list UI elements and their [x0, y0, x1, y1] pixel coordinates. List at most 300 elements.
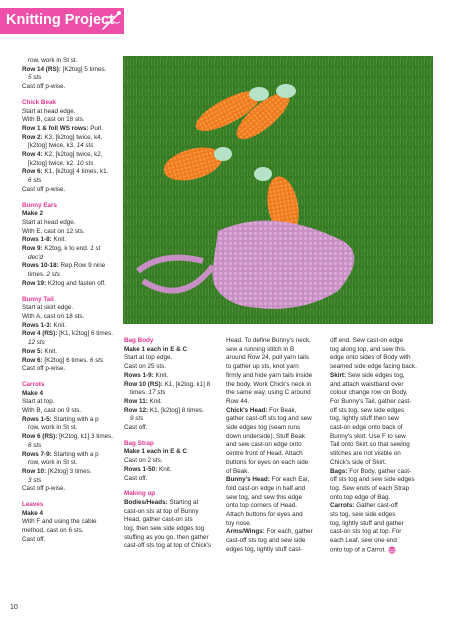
instruction-line — [22, 339, 122, 348]
instruction-text: stitches are not visible on — [330, 450, 401, 458]
instruction-text: Row 10 (RS): — [124, 380, 165, 388]
instruction-text: Bag Strap — [124, 439, 154, 447]
instruction-line — [22, 348, 122, 357]
instruction-detail: Knit. — [155, 371, 169, 379]
instruction-text: Rows 1-50: — [124, 465, 159, 473]
instruction-line — [226, 485, 324, 494]
instruction-text: Row 2: — [22, 133, 45, 141]
instruction-detail: Rep Row 9 nine — [60, 262, 106, 270]
page-number: 10 — [10, 604, 18, 611]
instruction-line — [22, 451, 122, 460]
instruction-line — [330, 520, 434, 529]
instruction-text: Start at top edge. — [124, 354, 173, 362]
instruction-text: tog, lightly stuff and gather — [330, 519, 404, 527]
instruction-line — [22, 116, 122, 125]
instruction-line — [226, 528, 324, 537]
instruction-text: Cast on 2 sts. — [124, 457, 163, 465]
instruction-line — [124, 448, 220, 457]
instruction-section — [226, 337, 324, 555]
instruction-line — [124, 542, 220, 551]
instruction-text: off sts tog and sew side edges — [330, 476, 415, 484]
instruction-detail: [K2tog, k1] 3 times. — [59, 433, 113, 441]
instruction-line — [124, 407, 220, 416]
instruction-text: Attach buttons for eyes and — [226, 511, 303, 519]
instruction-text: row, work in St st. — [28, 459, 78, 467]
instruction-line — [22, 313, 122, 322]
instruction-text: the same way, using C around — [226, 389, 311, 397]
instruction-text: With B, cast on 9 sts. — [22, 407, 82, 415]
instruction-line — [22, 416, 122, 425]
instruction-text: 6 sts — [28, 177, 42, 185]
instruction-text: Row 9: — [22, 245, 45, 253]
instruction-line — [22, 407, 122, 416]
instruction-text: stuffing as you go, then gather — [124, 533, 209, 541]
instruction-text: Bunny's skirt. Use F to sew — [330, 432, 406, 440]
instruction-line — [226, 537, 324, 546]
instruction-line — [226, 476, 324, 485]
instruction-line — [330, 468, 434, 477]
instruction-text: sew tog, and sew this edge — [226, 493, 302, 501]
instruction-text: toy nose. — [226, 519, 252, 527]
instruction-text: With B, cast on 18 sts. — [22, 116, 85, 124]
instruction-text: Row 19: — [22, 279, 48, 287]
instruction-line — [330, 511, 434, 520]
instruction-text: Cast off. — [124, 474, 148, 482]
instruction-text: the body. Work Chick's neck in — [226, 380, 312, 388]
instruction-text: 12 sts — [28, 339, 45, 347]
instruction-line — [330, 363, 434, 372]
stitch-count: 14 sts — [76, 142, 94, 150]
instruction-detail: K1, [k2tog, k1] 8 — [164, 380, 211, 388]
instruction-text: 5 sts — [28, 74, 42, 82]
instruction-text: Carrots — [22, 380, 45, 388]
instruction-line — [124, 346, 220, 355]
instruction-text: Bunny's Head: — [226, 476, 272, 484]
instruction-section — [124, 337, 220, 433]
instruction-text: gather cast-off sts tog and sew — [226, 415, 312, 423]
instruction-text: times. — [130, 389, 149, 397]
yarn-ball-icon — [388, 546, 396, 554]
instruction-text: Row 10: — [22, 467, 48, 475]
instruction-line — [226, 354, 324, 363]
instruction-text: fold cast-on edge in half and — [226, 484, 306, 492]
instruction-line — [22, 459, 122, 468]
instruction-text: to gather up sts, knot yarn — [226, 363, 299, 371]
page-header-title: Knitting Project — [6, 12, 114, 28]
instruction-text: 9 sts — [130, 415, 144, 423]
instruction-detail: Starting at — [169, 498, 199, 506]
instruction-section — [22, 381, 122, 494]
instruction-text: cast-off sts tog at top of Chick's — [124, 542, 212, 550]
instruction-line — [226, 389, 324, 398]
instruction-line — [330, 389, 434, 398]
instruction-text: Rows 1-3: — [22, 321, 54, 329]
instruction-line — [330, 502, 434, 511]
instruction-section — [22, 501, 122, 545]
instruction-text: Cast off. — [22, 535, 46, 543]
instruction-line — [124, 363, 220, 372]
stitch-count: 6 sts — [89, 356, 104, 364]
instruction-line — [22, 202, 122, 211]
instruction-line — [22, 527, 122, 536]
instruction-text: Rows 10-18: — [22, 262, 61, 270]
instruction-line — [226, 450, 324, 459]
instruction-line — [22, 296, 122, 305]
instruction-text: Start at skirt edge. — [22, 304, 74, 312]
instruction-line — [226, 363, 324, 372]
instruction-line — [226, 415, 324, 424]
instruction-text: down underside). Stuff Beak — [226, 432, 305, 440]
instruction-line — [22, 254, 122, 263]
instruction-text: Row 5: — [22, 347, 45, 355]
instruction-detail: K1, [k2tog] 8 times. — [149, 406, 204, 414]
instruction-text: Rows 1-5: — [22, 415, 54, 423]
instruction-text: tog along top, and sew this — [330, 345, 405, 353]
instruction-text: Row 4 (RS): — [22, 330, 60, 338]
instruction-line — [22, 108, 122, 117]
instruction-line — [22, 536, 122, 545]
header-banner — [0, 8, 124, 34]
instruction-detail: [K2tog] 3 times. — [47, 467, 92, 475]
instruction-text: Start at head edge. — [22, 218, 76, 226]
instruction-line — [22, 66, 122, 75]
instruction-text: Leaves — [22, 501, 44, 509]
instruction-line — [124, 466, 220, 475]
instruction-text: Start at head edge. — [22, 107, 76, 115]
instruction-text: seamed side edge facing back. — [330, 363, 417, 371]
instruction-line — [22, 210, 122, 219]
instruction-line — [22, 477, 122, 486]
instruction-text: Making up — [124, 490, 156, 498]
instruction-text: Row 44. — [226, 397, 250, 405]
instruction-text: Row 6 (RS): — [22, 433, 60, 441]
stitch-count: 10 sts — [76, 159, 94, 167]
instruction-line — [124, 525, 220, 534]
instruction-text: Make 4 — [22, 389, 44, 397]
stitch-count: 1 st — [90, 245, 101, 253]
instruction-text: Carrots: — [330, 502, 357, 510]
instruction-detail: Starting with a p — [53, 415, 99, 423]
instructions-column-4 — [330, 337, 434, 555]
instruction-text: For Bunny's Tail, gather cast- — [330, 397, 412, 405]
instruction-text: Make 1 each in E & C — [124, 448, 187, 456]
instruction-text: of Beak. — [226, 467, 250, 475]
instruction-line — [124, 534, 220, 543]
instruction-text: Cast off p-wise. — [22, 83, 66, 91]
instruction-detail: Knit. — [149, 397, 163, 405]
instruction-detail: Sew side edges tog, — [347, 371, 405, 379]
instruction-text: Bags: — [330, 467, 350, 475]
instruction-line — [22, 485, 122, 494]
instruction-line — [22, 186, 122, 195]
instruction-text: onto top of a Carrot. — [330, 546, 388, 554]
instruction-text: Cast off p-wise. — [22, 365, 66, 373]
instruction-section — [22, 296, 122, 374]
instruction-line — [124, 415, 220, 424]
instruction-section — [22, 202, 122, 289]
instruction-text: sew a running stitch in B — [226, 345, 295, 353]
instruction-text: side edges tog (seam runs — [226, 424, 301, 432]
instruction-detail: K1, [k2tog] 4 times, k1. — [44, 168, 109, 176]
instruction-text: [k2tog] twice, k2. — [28, 159, 77, 167]
instruction-text: around Row 24, pull yarn tails — [226, 354, 309, 362]
instruction-text: Cast off p-wise. — [22, 185, 66, 193]
instruction-line — [226, 546, 324, 555]
instruction-detail: K3, [k2tog] twice, k4, — [44, 133, 103, 141]
instruction-line — [22, 468, 122, 477]
instruction-line — [330, 398, 434, 407]
instruction-line — [226, 494, 324, 503]
instruction-line — [22, 357, 122, 366]
instruction-text: centre front of Head. Attach — [226, 450, 303, 458]
instruction-line — [226, 424, 324, 433]
instruction-text: cast-on sts tog at top. For — [330, 528, 402, 536]
instruction-text: tog. Sew ends of each Strap — [330, 484, 410, 492]
instruction-text: Start at top. — [22, 398, 55, 406]
instruction-text: Arms/Wings: — [226, 528, 267, 536]
instruction-text: and attach waistband over — [330, 380, 404, 388]
instruction-text: Cast off. — [124, 424, 148, 432]
instruction-line — [124, 389, 220, 398]
instruction-detail: For Body, gather cast- — [349, 467, 412, 475]
instructions-column-1 — [22, 57, 122, 545]
instruction-text: Row 1 & foll WS rows: — [22, 124, 91, 132]
instruction-text: and sew cast-on edge onto — [226, 441, 302, 449]
instruction-line — [330, 441, 434, 450]
instruction-line — [22, 280, 122, 289]
instruction-line — [124, 372, 220, 381]
instruction-line — [226, 433, 324, 442]
instruction-line — [22, 330, 122, 339]
knitting-needle-icon — [100, 10, 122, 32]
instruction-line — [330, 476, 434, 485]
instruction-detail: K2tog, k to end. — [44, 245, 91, 253]
instruction-text: Row 4: — [22, 151, 45, 159]
instruction-text: method, cast on 6 sts. — [22, 527, 84, 535]
instruction-line — [22, 160, 122, 169]
instruction-detail: For each Ear, — [271, 476, 310, 484]
instruction-text: With F and using the cable — [22, 518, 97, 526]
instruction-line — [22, 151, 122, 160]
instruction-line — [226, 346, 324, 355]
instruction-line — [226, 511, 324, 520]
instruction-line — [22, 262, 122, 271]
instructions-column-2 — [124, 337, 220, 551]
instruction-line — [22, 518, 122, 527]
instruction-line — [226, 468, 324, 477]
instruction-line — [124, 337, 220, 346]
instruction-line — [330, 485, 434, 494]
instruction-detail: K2tog and fasten off. — [47, 279, 106, 287]
instruction-line — [22, 83, 122, 92]
instruction-text: Bodies/Heads: — [124, 498, 170, 506]
instruction-line — [330, 415, 434, 424]
instruction-text: Row 6: — [22, 356, 45, 364]
stitch-count: 2 sts — [46, 271, 60, 279]
instruction-line — [330, 381, 434, 390]
instruction-text: firmly and hide yarn tails inside — [226, 371, 313, 379]
instruction-line — [124, 424, 220, 433]
instruction-text: edge onto sides of Body with — [330, 354, 411, 362]
instruction-text: off end. Sew cast-on edge — [330, 337, 404, 344]
instruction-detail: Starting with a p — [53, 450, 99, 458]
instruction-line — [22, 510, 122, 519]
instruction-line — [330, 546, 434, 555]
instructions-column-3 — [226, 337, 324, 555]
instruction-line — [22, 390, 122, 399]
instruction-line — [124, 354, 220, 363]
instruction-line — [22, 236, 122, 245]
instruction-line — [124, 499, 220, 508]
instruction-text: Chick's Head: — [226, 406, 270, 414]
instruction-text: edges tog, lightly stuff cast- — [226, 545, 303, 553]
instruction-text: Head. To define Bunny's neck, — [226, 337, 311, 344]
instruction-line — [330, 407, 434, 416]
instruction-text: 6 sts — [28, 441, 42, 449]
instruction-line — [330, 528, 434, 537]
instruction-detail: Knit. — [53, 321, 67, 329]
instruction-line — [22, 442, 122, 451]
instruction-line — [330, 424, 434, 433]
instruction-line — [124, 398, 220, 407]
instruction-text: Row 6: — [22, 168, 45, 176]
instruction-detail: [K2tog] 6 times. — [44, 356, 90, 364]
instruction-text: onto top corners of Head. — [226, 502, 298, 510]
instruction-text: tog, lightly stuff then sew — [330, 415, 399, 423]
instruction-text: Cast off p-wise. — [22, 485, 66, 493]
instruction-line — [330, 337, 434, 346]
instruction-text: Skirt: — [330, 371, 348, 379]
instruction-detail: For Beak, — [269, 406, 297, 414]
instruction-line — [226, 372, 324, 381]
instruction-text: row, work in St st. — [28, 424, 78, 432]
instruction-line — [226, 459, 324, 468]
instruction-text: 3 sts — [28, 476, 42, 484]
instruction-line — [226, 520, 324, 529]
stitch-count: 17 sts — [148, 389, 166, 397]
instruction-detail: [K2tog] 5 times. — [62, 65, 107, 73]
instruction-text: Row 12: — [124, 406, 150, 414]
instruction-line — [330, 494, 434, 503]
instruction-line — [330, 433, 434, 442]
instruction-line — [124, 508, 220, 517]
instruction-text: colour change row on Body. — [330, 389, 408, 397]
instruction-text: times. — [28, 271, 47, 279]
instruction-text: With E, cast on 12 sts. — [22, 227, 85, 235]
instruction-detail: Knit. — [159, 465, 172, 473]
instruction-line — [22, 365, 122, 374]
instruction-line — [22, 381, 122, 390]
instruction-line — [22, 501, 122, 510]
instruction-text: cast-off sts tog and sew side — [226, 537, 306, 545]
instruction-section — [22, 99, 122, 195]
instruction-text: Rows 1-9: — [124, 371, 156, 379]
instruction-line — [226, 407, 324, 416]
instruction-text: each Leaf, sew one end — [330, 537, 397, 545]
instruction-line — [124, 457, 220, 466]
project-photo — [123, 56, 433, 324]
instruction-detail: For each, gather — [266, 528, 313, 536]
instruction-text: [k2tog] twice, k3. — [28, 142, 77, 150]
instruction-section — [124, 440, 220, 484]
instruction-section — [22, 57, 122, 92]
instruction-text: off sts tog, sew side edges — [330, 406, 405, 414]
instruction-line — [124, 490, 220, 499]
instruction-detail: Knit. — [53, 236, 67, 244]
instruction-text: With A, cast on 18 sts. — [22, 312, 85, 320]
instruction-text: Rows 7-9: — [22, 450, 54, 458]
instruction-text: Bunny Ears — [22, 201, 57, 209]
instruction-text: cast-on edge onto back of — [330, 424, 403, 432]
instruction-line — [22, 228, 122, 237]
instruction-text: row, work in St st. — [28, 57, 78, 64]
instruction-section — [124, 490, 220, 551]
instruction-text: onto top edge of Bag. — [330, 493, 391, 501]
instruction-line — [330, 450, 434, 459]
instruction-line — [22, 245, 122, 254]
instruction-text: Rows 1-8: — [22, 236, 54, 244]
instruction-line — [22, 433, 122, 442]
instruction-line — [22, 125, 122, 134]
instruction-text: dec'd — [28, 253, 43, 261]
instruction-line — [22, 99, 122, 108]
instruction-text: Chick's side of Skirt. — [330, 458, 387, 466]
instruction-line — [330, 372, 434, 381]
instruction-line — [226, 502, 324, 511]
instruction-detail: Purl. — [90, 124, 104, 132]
instruction-line — [330, 537, 434, 546]
instruction-line — [22, 322, 122, 331]
instruction-text: Head, gather cast-on sts — [124, 516, 193, 524]
instruction-text: cast-on sts at top of Bunny — [124, 507, 199, 515]
instruction-line — [226, 381, 324, 390]
instruction-text: Make 1 each in E & C — [124, 345, 187, 353]
instruction-line — [124, 475, 220, 484]
instruction-line — [330, 346, 434, 355]
instruction-line — [22, 134, 122, 143]
instruction-text: Make 4 — [22, 509, 44, 517]
instruction-line — [124, 516, 220, 525]
instruction-detail: [K1, k2tog] 6 times. — [59, 330, 113, 338]
instruction-line — [226, 441, 324, 450]
instruction-line — [22, 168, 122, 177]
instruction-text: sts tog, sew side edges — [330, 511, 396, 519]
instruction-text: tog, then sew side edges tog — [124, 525, 205, 533]
instruction-text: Make 2 — [22, 210, 44, 218]
instruction-text: Bunny Tail — [22, 295, 54, 303]
instruction-line — [22, 57, 122, 66]
instruction-text: Row 14 (RS): — [22, 65, 63, 73]
instruction-text: buttons for eyes on each side — [226, 458, 309, 466]
instruction-line — [22, 219, 122, 228]
instruction-line — [22, 142, 122, 151]
instruction-line — [124, 440, 220, 449]
instruction-text: Row 11: — [124, 397, 150, 405]
instruction-detail: K2, [k2tog] twice, k2, — [44, 151, 103, 159]
instruction-line — [124, 381, 220, 390]
instruction-line — [22, 177, 122, 186]
instruction-line — [22, 424, 122, 433]
instruction-text: Cast on 25 sts. — [124, 363, 166, 371]
instruction-line — [22, 271, 122, 280]
instruction-detail: Gather cast-off — [356, 502, 398, 510]
instruction-section — [330, 337, 434, 555]
instruction-line — [330, 354, 434, 363]
instruction-line — [226, 337, 324, 346]
instruction-line — [330, 459, 434, 468]
instruction-line — [22, 74, 122, 83]
instruction-detail: Knit. — [44, 347, 57, 355]
